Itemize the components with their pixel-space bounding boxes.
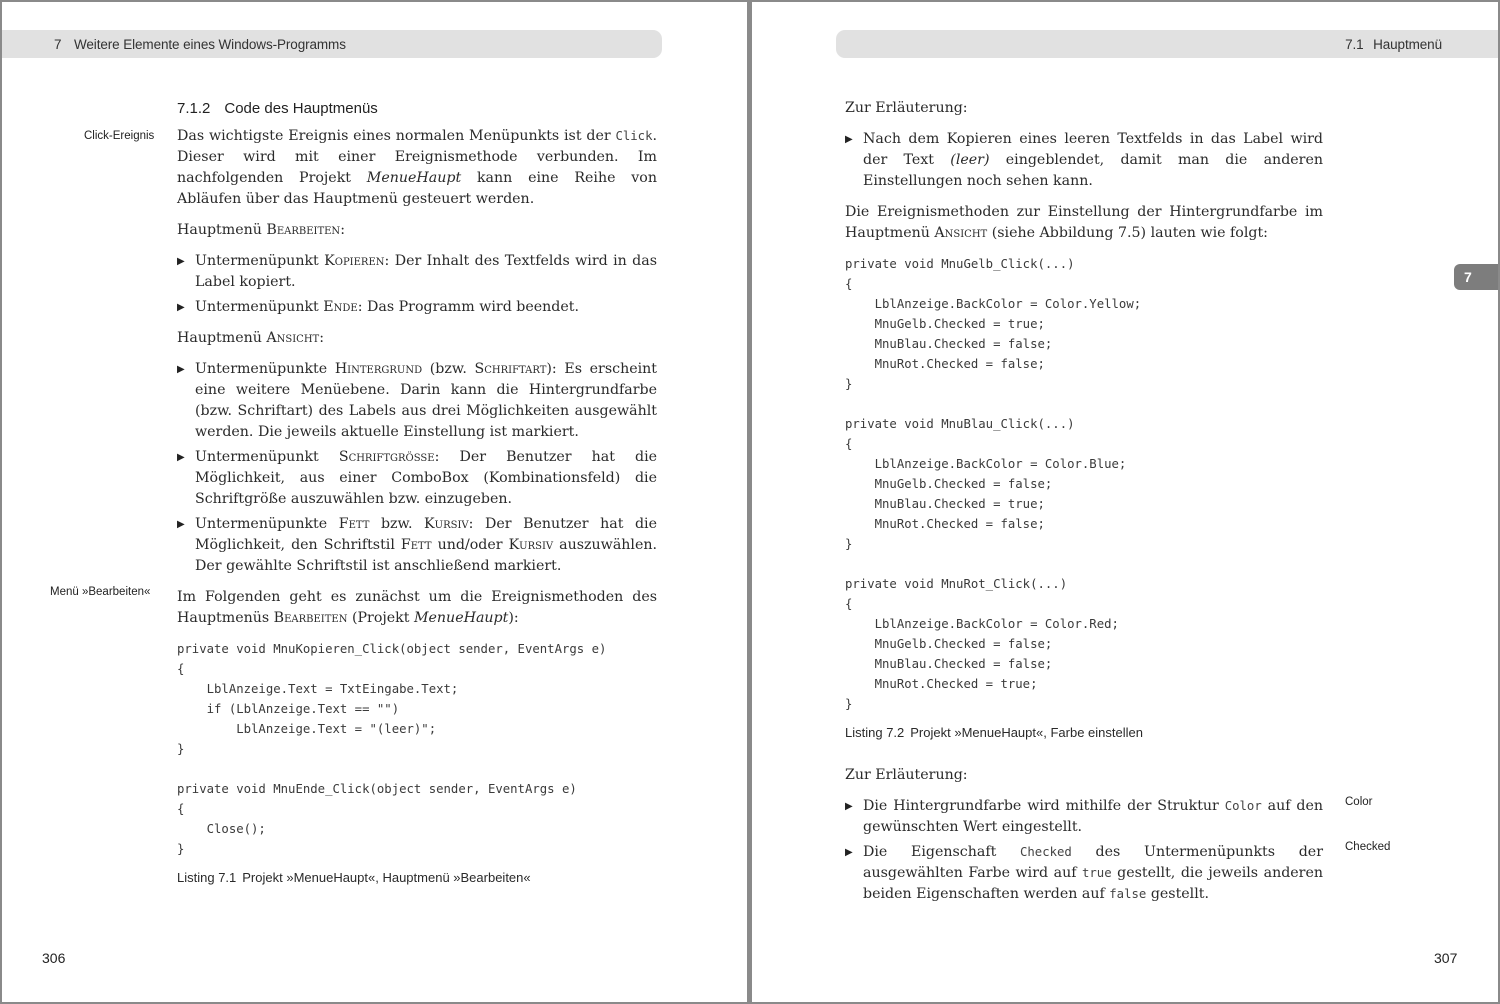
section-title: Hauptmenü [1373,36,1442,52]
code-inline: true [1082,866,1112,880]
project-name: MenueHaupt [414,610,509,626]
text: auf den gewünschten Wert eingestellt. [863,798,1324,835]
text: Hauptmenü [177,330,267,346]
left-page [2,2,747,1002]
ansicht-list [177,359,657,577]
left-body [177,98,657,898]
text: : [340,222,345,238]
text: : [319,330,325,346]
listing-label: Listing 7.1 [177,870,237,885]
text: : Der Benutzer hat die Möglichkeit, aus einer ComboBox (Kombinationsfeld) die Schriftgröße auszuwählen bzw. einzugeben. [195,449,658,507]
menu-name: Schriftart [474,361,547,377]
menu-name: Kursiv [424,516,469,532]
menu-name: Bearbeiten [266,222,341,238]
section-number: 7.1 [1345,36,1364,52]
bullet-icon: ▶ [845,847,853,858]
list-item [845,842,1323,905]
text: : Der Benutzer hat die Möglichkeit, den Schriftstil [195,516,657,553]
list-item [177,297,657,318]
text: Untermenüpunkte [195,516,339,532]
section-number: 7.1.2 [177,100,211,117]
listing-text: Projekt »MenueHaupt«, Farbe einstellen [910,725,1143,740]
code-inline: Checked [1020,845,1072,859]
menu-ansicht-heading [177,328,657,349]
page-number: 306 [42,950,66,966]
running-head [836,30,1498,58]
menu-bearbeiten-heading [177,220,657,241]
list-item [177,251,657,293]
explanation-heading: Zur Erläuterung: [845,100,968,116]
text: Im Folgenden geht es zunächst um die Ereignismethoden des Hauptmenüs [177,589,657,626]
text: gestellt, die jeweils anderen beiden Eigenschaften werden auf [863,865,1323,902]
text: Das wichtigste Ereignis eines normalen Menüpunkts ist der [177,128,616,144]
text: Untermenüpunkt [195,449,339,465]
right-page [752,2,1498,1002]
bullet-icon: ▶ [177,519,185,530]
text: (bzw. [422,361,475,377]
listing-caption [845,722,1323,743]
text: Untermenüpunkte [195,361,335,377]
list-item [177,447,657,510]
text: eingeblendet, damit man die anderen Einstellungen noch sehen kann. [863,152,1323,189]
intro-paragraph [177,126,657,210]
text: und/oder [431,537,509,553]
right-body [845,98,1323,915]
text: des Untermenüpunkts der ausgewählten Farbe wird auf [863,844,1323,881]
menu-name: Ansicht [266,330,320,346]
menu-name: Fett [338,516,370,532]
running-head [2,30,662,58]
margin-note-checked: Checked [1345,841,1391,853]
menu-name: Schriftgrösse [338,449,435,465]
margin-note-bearbeiten: Menü »Bearbeiten« [50,586,151,598]
menu-name: Hintergrund [334,361,423,377]
menu-name: Bearbeiten [273,610,348,626]
code-listing-7-1: private void MnuKopieren_Click(object sender, EventArgs e) { LblAnzeige.Text = TxtEingabe.Text; if (LblAnzeige.Text == "") LblAnzeige.Text = "(leer)"; } private void MnuEnde_Click(object sender, EventArgs e) { Close(); } [177,642,607,856]
listing-text: Projekt »MenueHaupt«, Hauptmenü »Bearbeiten« [242,870,531,885]
explanation-list [845,796,1323,905]
list-item [177,359,657,443]
listing-label: Listing 7.2 [845,725,905,740]
menu-name: Kopieren [324,253,385,269]
margin-note-click: Click-Ereignis [84,130,155,142]
text: Die Ereignismethoden zur Einstellung der Hintergrundfarbe im Hauptmenü [845,204,1323,241]
text: (siehe Abbildung 7.5) lauten wie folgt: [987,225,1268,241]
text: ): Es erscheint eine weitere Menüebene. Darin kann die Hintergrundfarbe (bzw. Schriftart) des Labels aus drei Möglichkeiten ausgewählt werden. Die jeweils aktuelle Einstellung ist markiert. [195,361,657,440]
code-inline: false [1109,887,1147,901]
section-title: Code des Hauptmenüs [224,100,378,117]
menu-name: Ansicht [934,225,988,241]
chapter-title: Weitere Elemente eines Windows-Programms [74,36,346,52]
bullet-icon: ▶ [177,256,185,267]
text: ): [508,610,519,626]
text: auszuwählen. Der gewählte Schriftstil ist anschließend markiert. [195,537,657,574]
text: bzw. [369,516,425,532]
text: : Der Inhalt des Textfelds wird in das Label kopiert. [195,253,657,290]
bullet-icon: ▶ [845,134,853,145]
text: . Dieser wird mit einer Ereignismethode verbunden. Im nachfolgenden Projekt [177,128,657,186]
menu-name: Kursiv [508,537,554,553]
bullet-icon: ▶ [177,302,185,313]
page-number: 307 [1434,950,1458,966]
text: Die Hintergrundfarbe wird mithilfe der Struktur [863,798,1225,814]
code-listing-7-2: private void MnuGelb_Click(...) { LblAnzeige.BackColor = Color.Yellow; MnuGelb.Checked = true; MnuBlau.Checked = false; MnuRot.Checked = false; } private void MnuBlau_Click(...) { LblAnzeige.BackColor = Color.Blue; MnuGelb.Checked = false; MnuBlau.Checked = true; MnuRot.Checked = false; } private void MnuRot_Click(...) { LblAnzeige.BackColor = Color.Red; MnuGelb.Checked = false; MnuBlau.Checked = false; MnuRot.Checked = true; } [845,257,1142,711]
menu-name: Ende [323,299,358,315]
list-item [845,129,1323,192]
emphasis: (leer) [950,152,990,168]
text: : Das Programm wird beendet. [357,299,579,315]
chapter-thumb-tab: 7 [1454,264,1498,290]
project-name: MenueHaupt [366,170,462,186]
text: kann eine Reihe von Abläufen über das Hauptmenü gesteuert werden. [177,170,657,207]
code-inline: Click [615,129,653,143]
explanation-list [845,129,1323,192]
code-inline: Color [1224,799,1262,813]
list-item [177,514,657,577]
bullet-icon: ▶ [177,364,185,375]
list-item [845,796,1323,838]
text: Die Eigenschaft [863,844,1020,860]
text: (Projekt [347,610,414,626]
text: Nach dem Kopieren eines leeren Textfelds in das Label wird der Text [863,131,1323,168]
bearbeiten-intro [177,587,657,629]
menu-name: Fett [400,537,432,553]
listing-caption [177,867,657,888]
text: Untermenüpunkt [195,299,324,315]
margin-note-color: Color [1345,796,1373,808]
bullet-icon: ▶ [177,452,185,463]
text: Untermenüpunkt [195,253,325,269]
explanation-heading: Zur Erläuterung: [845,767,968,783]
text: gestellt. [1146,886,1209,902]
section-heading [177,98,657,119]
bullet-icon: ▶ [845,801,853,812]
text: Hauptmenü [177,222,267,238]
bearbeiten-list [177,251,657,318]
color-intro [845,202,1323,244]
chapter-number: 7 [54,36,62,52]
